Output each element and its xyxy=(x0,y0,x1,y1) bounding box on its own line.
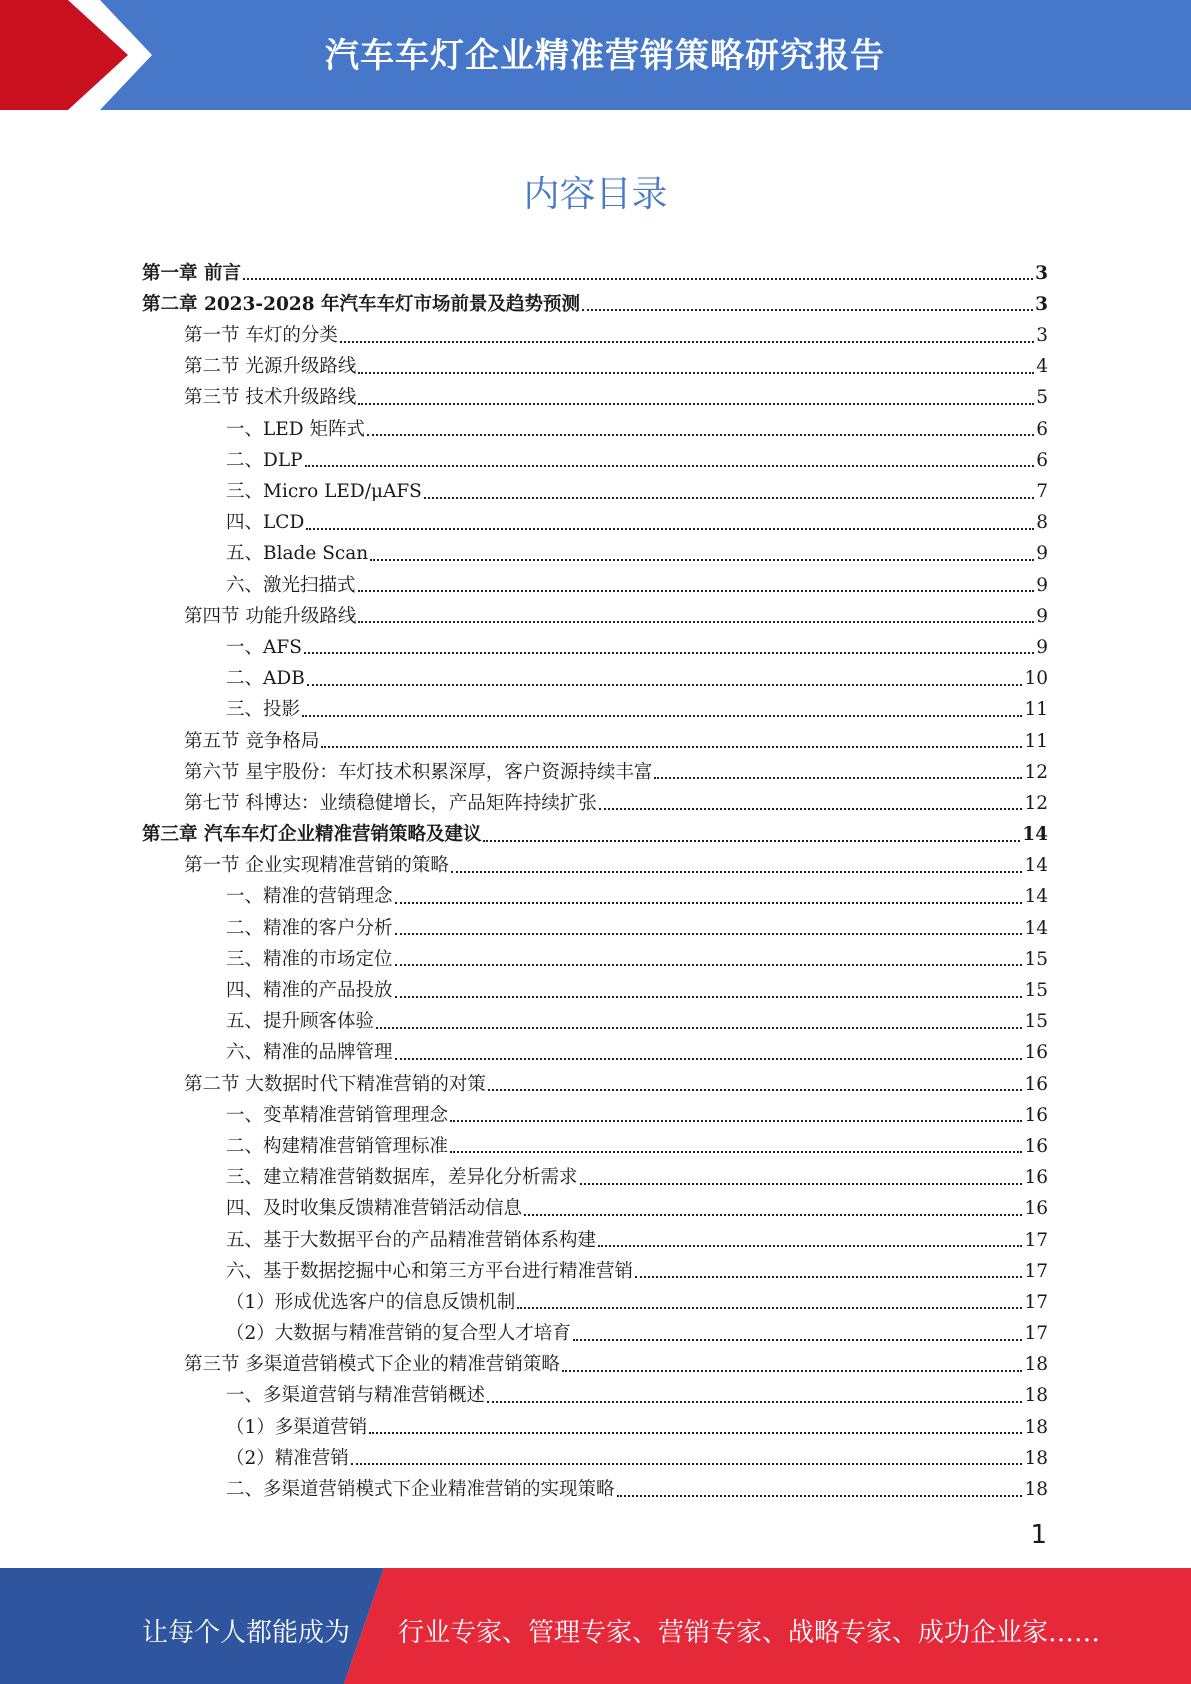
toc-entry-page: 17 xyxy=(1024,1291,1048,1313)
toc-entry-label: 第五节 竞争格局 xyxy=(184,730,320,752)
toc-entry-page: 17 xyxy=(1024,1323,1048,1345)
toc-entry-label: 三、建立精准营销数据库，差异化分析需求 xyxy=(226,1167,578,1189)
toc-entry-page: 15 xyxy=(1024,948,1048,970)
toc-entry-label: 第四节 功能升级路线 xyxy=(184,605,357,627)
toc-entry-label: 一、变革精准营销管理理念 xyxy=(226,1104,449,1126)
toc-dot-leader xyxy=(617,1495,1023,1497)
toc-entry-page: 16 xyxy=(1024,1073,1048,1095)
toc-entry[interactable] xyxy=(142,1097,1048,1128)
toc-dot-leader xyxy=(306,528,1034,530)
toc-entry-label: 二、DLP xyxy=(226,449,303,471)
toc-entry-label: （1）形成优选客户的信息反馈机制 xyxy=(226,1291,516,1313)
toc-dot-leader xyxy=(450,1151,1022,1153)
toc-entry-label: 四、及时收集反馈精准营销活动信息 xyxy=(226,1198,523,1220)
toc-dot-leader xyxy=(580,1183,1023,1185)
toc-entry-label: 五、提升顾客体验 xyxy=(226,1011,375,1033)
toc-dot-leader xyxy=(305,465,1035,467)
toc-entry[interactable] xyxy=(142,723,1048,754)
toc-dot-leader xyxy=(395,996,1023,998)
toc-entry[interactable] xyxy=(142,411,1048,442)
toc-entry-label: 四、精准的产品投放 xyxy=(226,980,393,1001)
toc-entry-page: 18 xyxy=(1024,1416,1048,1438)
toc-entry[interactable] xyxy=(142,660,1048,691)
toc-dot-leader xyxy=(483,840,1020,842)
toc-entry-label: 第六节 星宇股份：车灯技术积累深厚，客户资源持续丰富 xyxy=(184,761,653,783)
toc-dot-leader xyxy=(369,1432,1022,1434)
toc-entry-label: 五、基于大数据平台的产品精准营销体系构建 xyxy=(226,1229,597,1251)
toc-entry-page: 3 xyxy=(1035,262,1048,284)
toc-entry-page: 10 xyxy=(1024,668,1048,690)
toc-entry-page: 6 xyxy=(1036,418,1048,440)
toc-entry-page: 11 xyxy=(1024,730,1048,752)
table-of-contents xyxy=(142,255,1048,1503)
toc-entry[interactable] xyxy=(142,785,1048,816)
toc-entry[interactable] xyxy=(142,879,1048,910)
toc-dot-leader xyxy=(302,715,1022,717)
toc-entry-label: 二、ADB xyxy=(226,668,305,690)
toc-entry[interactable] xyxy=(142,692,1048,723)
toc-dot-leader xyxy=(321,746,1022,748)
toc-entry-page: 16 xyxy=(1024,1042,1048,1064)
toc-entry[interactable] xyxy=(142,1284,1048,1315)
toc-dot-leader xyxy=(635,1276,1022,1278)
toc-entry[interactable] xyxy=(142,1471,1048,1502)
toc-entry[interactable] xyxy=(142,255,1048,286)
toc-entry-page: 6 xyxy=(1036,449,1048,471)
toc-entry-page: 12 xyxy=(1024,761,1048,783)
toc-entry-page: 4 xyxy=(1036,356,1048,378)
toc-entry-page: 3 xyxy=(1036,325,1048,347)
toc-entry-label: 第二章 2023-2028 年汽车车灯市场前景及趋势预测 xyxy=(142,293,581,315)
toc-entry-page: 18 xyxy=(1024,1479,1048,1500)
toc-entry-page: 15 xyxy=(1024,980,1048,1001)
toc-dot-leader xyxy=(395,933,1023,935)
toc-entry-page: 14 xyxy=(1024,917,1048,939)
toc-entry-label: 四、LCD xyxy=(226,512,305,534)
toc-dot-leader xyxy=(654,777,1022,779)
toc-dot-leader xyxy=(582,309,1033,311)
toc-entry-label: 一、多渠道营销与精准营销概述 xyxy=(226,1385,486,1407)
toc-entry[interactable] xyxy=(142,286,1048,317)
toc-entry[interactable] xyxy=(142,1253,1048,1284)
toc-entry-page: 9 xyxy=(1036,605,1048,627)
toc-entry[interactable] xyxy=(142,1378,1048,1409)
toc-dot-leader xyxy=(599,808,1023,810)
toc-entry[interactable] xyxy=(142,972,1048,1003)
toc-entry[interactable] xyxy=(142,473,1048,504)
toc-entry-page: 18 xyxy=(1024,1447,1048,1469)
toc-entry-page: 17 xyxy=(1024,1229,1048,1251)
toc-entry-label: 六、基于数据挖掘中心和第三方平台进行精准营销 xyxy=(226,1260,634,1282)
toc-entry-page: 18 xyxy=(1024,1354,1048,1376)
toc-entry[interactable] xyxy=(142,941,1048,972)
toc-entry-label: 第一章 前言 xyxy=(142,262,241,284)
toc-entry-label: （2）精准营销 xyxy=(226,1447,349,1469)
toc-entry-label: 第二节 大数据时代下精准营销的对策 xyxy=(184,1073,486,1095)
toc-entry-page: 14 xyxy=(1024,855,1048,877)
toc-entry[interactable] xyxy=(142,1440,1048,1471)
toc-dot-leader xyxy=(524,1214,1022,1216)
toc-entry-label: 第三节 技术升级路线 xyxy=(184,387,357,409)
toc-entry-label: （1）多渠道营销 xyxy=(226,1416,368,1438)
toc-dot-leader xyxy=(488,1089,1023,1091)
toc-entry[interactable] xyxy=(142,910,1048,941)
toc-entry-label: 第七节 科博达：业绩稳健增长，产品矩阵持续扩张 xyxy=(184,792,597,814)
toc-entry-label: 五、Blade Scan xyxy=(226,543,369,565)
toc-dot-leader xyxy=(573,1339,1023,1341)
toc-dot-leader xyxy=(450,1120,1022,1122)
footer-slogan-right: 行业专家、管理专家、营销专家、战略专家、成功企业家…… xyxy=(398,1618,1101,1648)
toc-dot-leader xyxy=(451,871,1023,873)
toc-dot-leader xyxy=(358,590,1035,592)
toc-entry-label: 第一节 车灯的分类 xyxy=(184,325,338,347)
toc-entry[interactable] xyxy=(142,1315,1048,1346)
toc-entry[interactable] xyxy=(142,629,1048,660)
toc-entry-page: 12 xyxy=(1024,792,1048,814)
toc-entry-label: 一、精准的营销理念 xyxy=(226,886,393,908)
toc-entry[interactable] xyxy=(142,1159,1048,1190)
toc-entry-label: 一、AFS xyxy=(226,636,302,658)
toc-entry[interactable] xyxy=(142,505,1048,536)
toc-dot-leader xyxy=(598,1245,1022,1247)
toc-dot-leader xyxy=(243,278,1033,280)
toc-entry-page: 16 xyxy=(1024,1104,1048,1126)
page-number: 1 xyxy=(1030,1520,1047,1550)
toc-entry-label: 六、精准的品牌管理 xyxy=(226,1042,393,1064)
toc-entry[interactable] xyxy=(142,1004,1048,1035)
toc-dot-leader xyxy=(487,1401,1022,1403)
toc-entry-page: 7 xyxy=(1036,481,1048,502)
toc-dot-leader xyxy=(562,1370,1023,1372)
toc-dot-leader xyxy=(304,652,1034,654)
toc-dot-leader xyxy=(517,1307,1022,1309)
toc-entry-label: 一、LED 矩阵式 xyxy=(226,418,366,440)
toc-entry[interactable] xyxy=(142,442,1048,473)
toc-dot-leader xyxy=(307,684,1023,686)
toc-entry-label: 三、Micro LED/μAFS xyxy=(226,481,422,502)
toc-entry[interactable] xyxy=(142,349,1048,380)
toc-entry-page: 8 xyxy=(1036,512,1048,534)
toc-entry[interactable] xyxy=(142,1409,1048,1440)
toc-dot-leader xyxy=(358,403,1034,405)
toc-entry[interactable] xyxy=(142,1191,1048,1222)
toc-entry-page: 15 xyxy=(1024,1011,1048,1033)
page-footer xyxy=(0,1568,1191,1684)
toc-entry-label: （2）大数据与精准营销的复合型人才培育 xyxy=(226,1323,571,1345)
toc-dot-leader xyxy=(351,1463,1023,1465)
toc-entry[interactable] xyxy=(142,848,1048,879)
toc-entry-label: 六、激光扫描式 xyxy=(226,574,356,596)
toc-dot-leader xyxy=(370,559,1034,561)
toc-entry-page: 3 xyxy=(1035,293,1048,315)
toc-dot-leader xyxy=(367,434,1034,436)
toc-entry[interactable] xyxy=(142,598,1048,629)
toc-entry-label: 第三节 多渠道营销模式下企业的精准营销策略 xyxy=(184,1354,560,1376)
toc-dot-leader xyxy=(376,1027,1022,1029)
toc-heading: 内容目录 xyxy=(523,174,668,215)
toc-entry-page: 9 xyxy=(1036,543,1048,565)
toc-entry-page: 14 xyxy=(1024,886,1048,908)
toc-entry-page: 9 xyxy=(1036,636,1048,658)
toc-entry[interactable] xyxy=(142,754,1048,785)
toc-entry[interactable] xyxy=(142,536,1048,567)
toc-entry[interactable] xyxy=(142,1222,1048,1253)
toc-entry-page: 16 xyxy=(1024,1198,1048,1220)
toc-dot-leader xyxy=(358,621,1034,623)
toc-dot-leader xyxy=(340,341,1034,343)
toc-entry-page: 14 xyxy=(1022,824,1048,846)
toc-entry-page: 5 xyxy=(1036,387,1048,409)
toc-entry-label: 第三章 汽车车灯企业精准营销策略及建议 xyxy=(142,824,482,846)
toc-entry-page: 9 xyxy=(1036,574,1048,596)
toc-entry-label: 二、多渠道营销模式下企业精准营销的实现策略 xyxy=(226,1479,615,1500)
toc-entry[interactable] xyxy=(142,317,1048,348)
toc-dot-leader xyxy=(395,964,1023,966)
report-title: 汽车车灯企业精准营销策略研究报告 xyxy=(325,36,885,76)
page-header xyxy=(0,0,1191,110)
toc-entry[interactable] xyxy=(142,1066,1048,1097)
toc-entry-label: 第二节 光源升级路线 xyxy=(184,356,357,378)
toc-entry[interactable] xyxy=(142,816,1048,847)
toc-entry-page: 11 xyxy=(1024,699,1048,721)
toc-entry[interactable] xyxy=(142,380,1048,411)
toc-entry-page: 16 xyxy=(1024,1135,1048,1157)
toc-entry[interactable] xyxy=(142,1128,1048,1159)
toc-entry-page: 18 xyxy=(1024,1385,1048,1407)
toc-entry[interactable] xyxy=(142,1347,1048,1378)
footer-slogan-left: 让每个人都能成为 xyxy=(142,1618,351,1648)
toc-entry[interactable] xyxy=(142,1035,1048,1066)
toc-dot-leader xyxy=(424,497,1034,499)
toc-entry[interactable] xyxy=(142,567,1048,598)
toc-entry-label: 二、构建精准营销管理标准 xyxy=(226,1135,449,1157)
toc-entry-label: 三、精准的市场定位 xyxy=(226,948,393,970)
toc-entry-label: 二、精准的客户分析 xyxy=(226,917,393,939)
toc-entry-label: 第一节 企业实现精准营销的策略 xyxy=(184,855,449,877)
toc-dot-leader xyxy=(395,902,1023,904)
toc-entry-label: 三、投影 xyxy=(226,699,301,721)
toc-dot-leader xyxy=(358,372,1034,374)
toc-dot-leader xyxy=(395,1058,1023,1060)
toc-entry-page: 17 xyxy=(1024,1260,1048,1282)
toc-entry-page: 16 xyxy=(1024,1167,1048,1189)
